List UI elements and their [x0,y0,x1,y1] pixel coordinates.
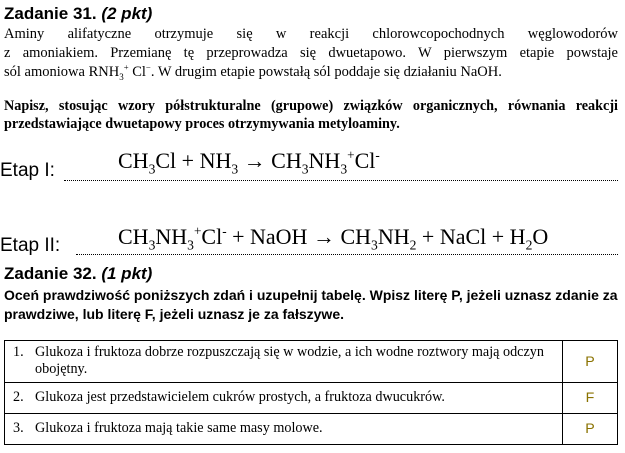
eq2-sub: 3 [187,237,194,253]
eq2-sub: 2 [409,237,417,253]
eq1-part: Cl + NH [155,148,232,173]
answer-cell[interactable]: P [563,414,618,445]
task31-title-text: Zadanie 31. [4,4,97,23]
task32-title [4,264,152,284]
salt-formula-charge: + [123,62,129,73]
eq2-part: Cl [201,224,223,249]
eq2-part: + NaOH → CH [226,224,372,249]
eq2-sub: 2 [525,237,533,253]
answer-cell[interactable]: F [563,383,618,414]
eq2-part: CH [118,224,149,249]
stage1-answer-line [64,180,618,181]
task31-points: (2 pkt) [101,4,153,23]
eq1-part: CH [118,148,149,173]
salt-formula-part: sól amoniowa RNH [4,64,120,80]
task31-instruction: Napisz, stosując wzory półstrukturalne (grupowe) związków organicznych, równania reakcji przedstawiające dwuetapowy proces otrzymywania metyloaminy. [4,98,618,132]
true-false-table [4,340,618,445]
statement-number: 2. [13,389,24,405]
statement-text: Glukoza i fruktoza mają takie same masy molowe. [35,420,323,436]
eq2-charge: + [193,223,202,239]
task32-title-text: Zadanie 32. [4,264,97,283]
statement-cell [5,341,563,383]
task31-intro-line1: Aminy alifatyczne otrzymuje się w reakcji chlorowcopochodnych węglowodorów [4,26,618,42]
stage1-label: Etap I: [0,160,55,181]
task32-instruction: Oceń prawdziwość poniższych zdań i uzupełnij tabelę. Wpisz literę P, jeżeli uznasz zdanie za prawdziwe, lub literę F, jeżeli uznasz je za fałszywe. [4,287,618,322]
task31-intro-paragraph [4,25,618,82]
stage1-equation [118,147,380,177]
eq2-part: NH [377,224,410,249]
statement-cell [5,383,563,414]
eq1-part: → CH [238,148,302,173]
eq1-sub: 3 [148,161,156,177]
eq1-charge: - [375,147,380,163]
eq1-sub: 3 [231,161,239,177]
eq1-sub: 3 [340,161,348,177]
stage2-equation [118,223,549,253]
eq1-sub: 3 [301,161,309,177]
salt-formula-anion: Cl [132,64,146,80]
eq2-part: + NaCl + H [416,224,526,249]
statement-text: Glukoza jest przedstawicielem cukrów prostych, a fruktoza dwucukrów. [35,389,445,405]
table-row [5,341,618,383]
table-row [5,383,618,414]
eq2-part: NH [155,224,188,249]
eq2-sub: 3 [371,237,378,253]
statement-cell [5,414,563,445]
stage2-label: Etap II: [0,235,61,256]
task31-title [4,4,152,24]
eq1-part: Cl [354,148,376,173]
eq1-charge: + [347,147,355,163]
salt-formula-subscript: 3 [119,71,124,82]
eq2-part: O [532,224,549,249]
task31-intro-line3-rest: . W drugim etapie powstałą sól poddaje się działaniu NaOH. [150,64,502,80]
statement-text: Glukoza i fruktoza dobrze rozpuszczają się w wodzie, a ich wodne roztwory mają odczyn obojętny. [35,344,544,377]
task31-intro-line2: z amoniakiem. Przemianę tę przeprowadza się dwuetapowo. W pierwszym etapie powstaje [4,45,618,61]
salt-formula-anion-charge: − [145,62,151,73]
table-row [5,414,618,445]
eq2-sub: 3 [148,237,156,253]
eq1-part: NH [308,148,341,173]
eq2-charge: - [222,223,227,239]
answer-cell[interactable]: P [563,341,618,383]
task31-intro-line3 [4,63,618,82]
statement-number: 3. [13,420,24,436]
stage2-answer-line [76,254,618,255]
statement-number: 1. [13,344,24,360]
task32-points: (1 pkt) [101,264,153,283]
